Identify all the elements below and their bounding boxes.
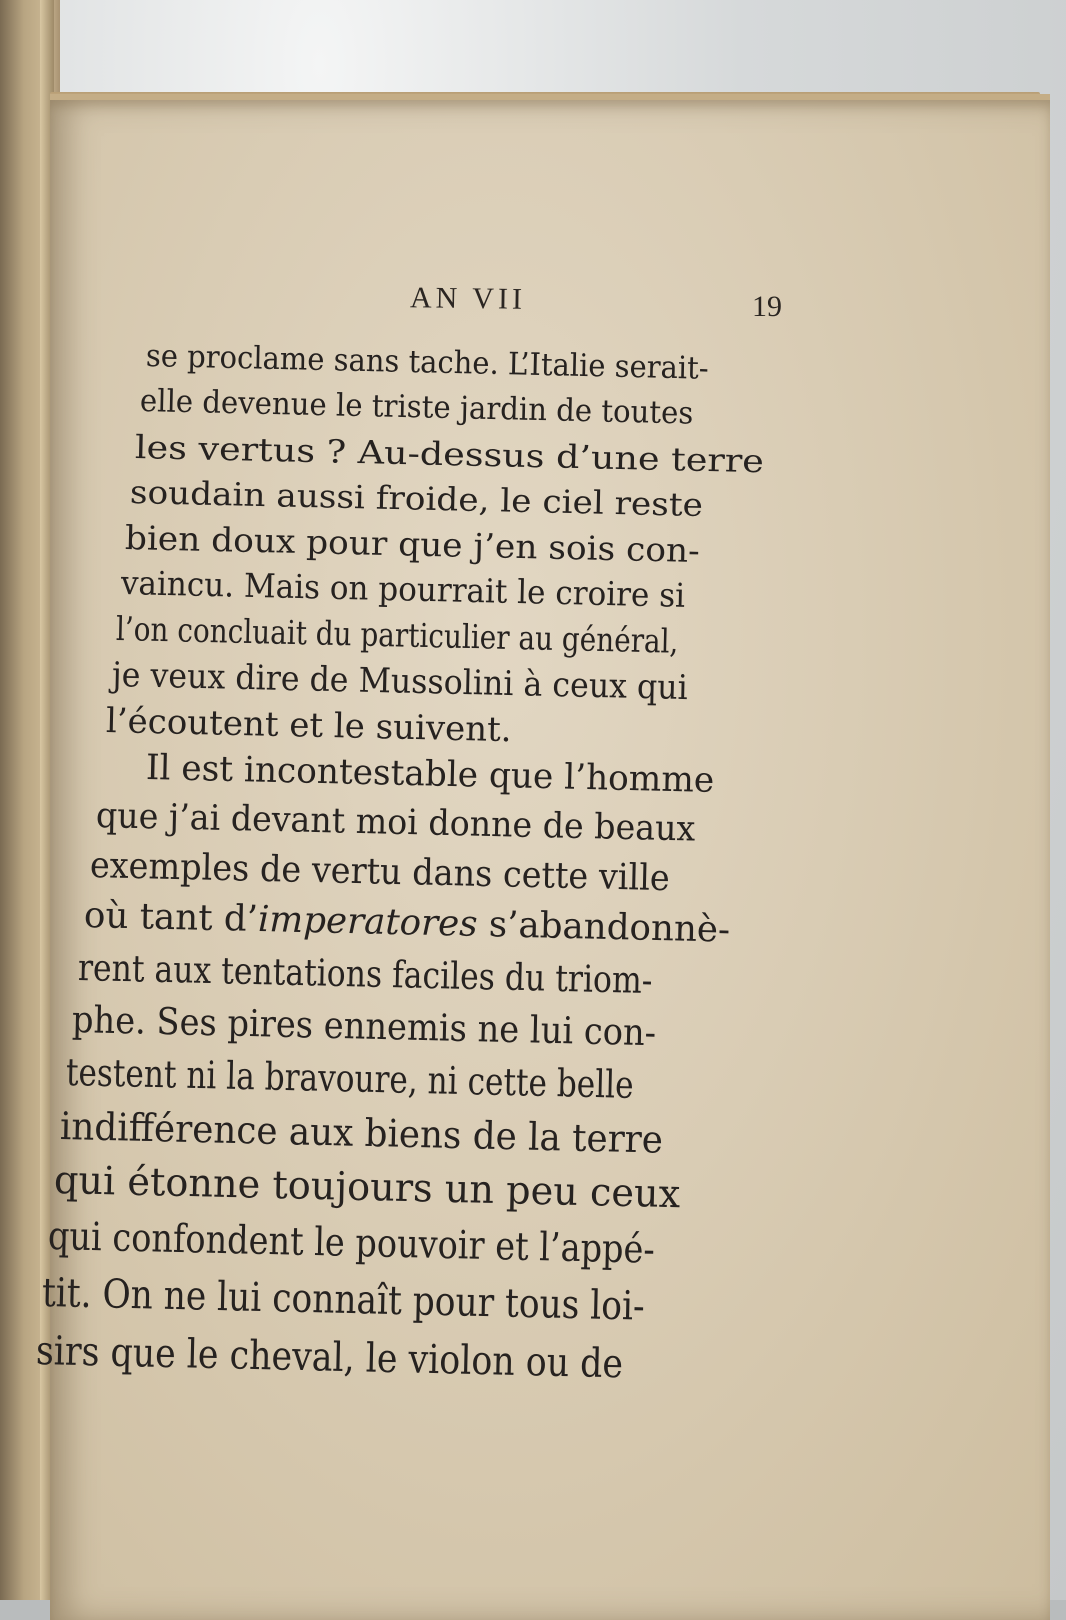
body-line-18: qui étonne toujours un peu ceux: [53, 1158, 681, 1218]
body-line-1: se proclame sans tache. L’Italie serait-: [145, 338, 710, 387]
running-head: AN VII: [409, 281, 527, 316]
body-line-15: phe. Ses pires ennemis ne lui con-: [71, 998, 657, 1055]
body-line-11: que j’ai devant moi donne de beaux: [95, 796, 696, 850]
body-line-5: bien doux pour que j’en sois con-: [124, 518, 701, 571]
body-line-16: testent ni la bravoure, ni cette belle: [65, 1050, 635, 1107]
body-line-21: sirs que le cheval, le violon ou de: [35, 1328, 624, 1388]
body-line-17: indifférence aux biens de la terre: [59, 1104, 664, 1162]
body-line-12: exemples de vertu dans cette ville: [89, 845, 671, 900]
line-text-post: s’abandonnè-: [477, 903, 731, 951]
body-line-14: rent aux tentations faciles du triom-: [77, 946, 653, 1003]
body-line-9: l’écoutent et le suivent.: [105, 701, 513, 751]
body-line-7: l’on concluait du particulier au général,: [115, 609, 679, 661]
line-text-pre: où tant d’: [83, 895, 259, 940]
page-number: 19: [752, 290, 782, 323]
body-line-2: elle devenue le triste jardin de toutes: [139, 383, 694, 432]
body-line-3: les vertus ? Au-dessus d’une terre: [134, 428, 765, 481]
body-line-19: qui confondent le pouvoir et l’appé-: [47, 1214, 656, 1273]
body-line-10: Il est incontestable que l’homme: [145, 748, 715, 801]
italic-word: imperatores: [257, 898, 479, 945]
body-line-4: soudain aussi froide, le ciel reste: [129, 473, 704, 524]
body-line-8: je veux dire de Mussolini à ceux qui: [111, 655, 689, 709]
body-line-6: vaincu. Mais on pourrait le croire si: [120, 563, 686, 615]
body-line-20: tit. On ne lui connaît pour tous loi-: [41, 1270, 646, 1330]
